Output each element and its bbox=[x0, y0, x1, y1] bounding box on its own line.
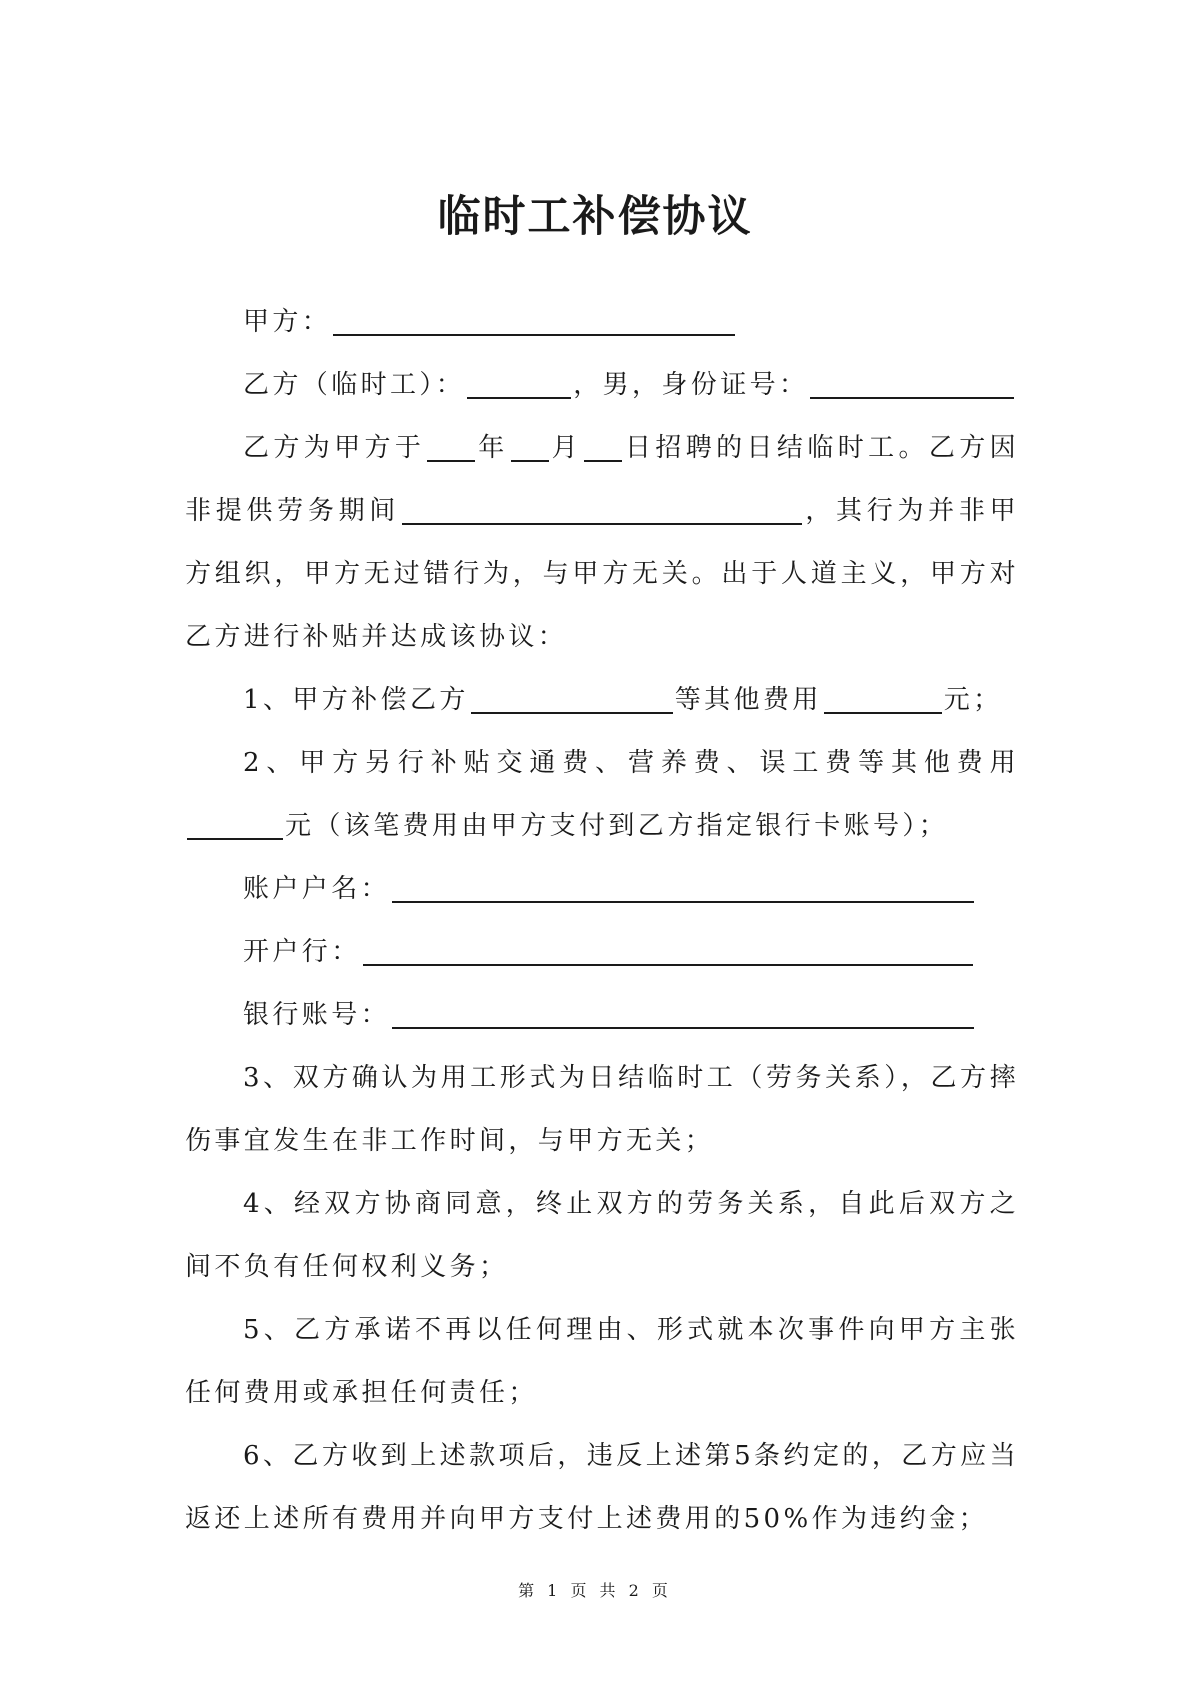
compensation-amount-blank bbox=[824, 682, 942, 714]
account-name-label: 账户户名： bbox=[243, 874, 391, 904]
intro-text-2: 日招聘的日结临时工。乙方因非提供劳务期间 bbox=[185, 433, 1020, 526]
party-a-blank bbox=[333, 304, 735, 336]
bank-blank bbox=[363, 934, 973, 966]
compensation-item-blank bbox=[471, 682, 673, 714]
party-a-label: 甲方： bbox=[243, 307, 332, 337]
intro-month: 月 bbox=[550, 433, 583, 463]
year-blank bbox=[427, 430, 475, 462]
document-title: 临时工补偿协议 bbox=[437, 192, 753, 242]
clause-3: 3、双方确认为用工形式为日结临时工（劳务关系），乙方摔伤事宜发生在非工作时间，与甲方无关； bbox=[185, 1063, 1019, 1156]
clause-1 bbox=[185, 669, 1019, 732]
intro-text-1: 乙方为甲方于 bbox=[243, 433, 426, 463]
bank-line bbox=[185, 921, 1019, 984]
page-footer: 第 1 页 共 2 页 bbox=[518, 1581, 672, 1600]
account-no-blank bbox=[392, 997, 974, 1029]
account-no-label: 银行账号： bbox=[243, 1000, 391, 1030]
clause-1-text-2: 等其他费用 bbox=[674, 685, 822, 715]
subsidy-amount-blank bbox=[187, 808, 283, 840]
incident-blank bbox=[402, 493, 802, 525]
bank-label: 开户行： bbox=[243, 937, 361, 967]
clause-1-text-1: 1、甲方补偿乙方 bbox=[243, 685, 469, 715]
account-name-blank bbox=[392, 871, 974, 903]
intro-paragraph bbox=[185, 417, 1019, 669]
clause-2-text-2: 元（该笔费用由甲方支付到乙方指定银行卡账号）； bbox=[285, 811, 949, 841]
party-b-gender-text: ，男，身份证号： bbox=[573, 370, 809, 400]
month-blank bbox=[511, 430, 549, 462]
party-b-label: 乙方（临时工）： bbox=[243, 370, 466, 400]
clause-2 bbox=[185, 732, 1019, 858]
party-b-name-blank bbox=[467, 367, 571, 399]
clause-5: 5、乙方承诺不再以任何理由、形式就本次事件向甲方主张任何费用或承担任何责任； bbox=[185, 1315, 1019, 1408]
intro-year: 年 bbox=[477, 433, 509, 463]
account-no-line bbox=[185, 984, 1019, 1047]
party-b-id-blank bbox=[810, 367, 1014, 399]
clause-2-text-1: 2、甲方另行补贴交通费、营养费、误工费等其他费用 bbox=[243, 748, 1019, 778]
party-a-line bbox=[185, 291, 1019, 354]
party-b-line bbox=[185, 354, 1019, 417]
day-blank bbox=[584, 430, 622, 462]
clause-1-text-3: 元； bbox=[943, 685, 1003, 715]
clause-6: 6、乙方收到上述款项后，违反上述第5条约定的，乙方应当返还上述所有费用并向甲方支付上述费用的50%作为违约金； bbox=[185, 1441, 1019, 1534]
account-name-line bbox=[185, 858, 1019, 921]
intro-text-3: ，其行为并非甲方组织，甲方无过错行为，与甲方无关。出于人道主义，甲方对乙方进行补贴并达成该协议： bbox=[185, 496, 1019, 652]
clause-4: 4、经双方协商同意，终止双方的劳务关系，自此后双方之间不负有任何权利义务； bbox=[185, 1189, 1019, 1282]
document-body bbox=[185, 291, 1019, 1551]
